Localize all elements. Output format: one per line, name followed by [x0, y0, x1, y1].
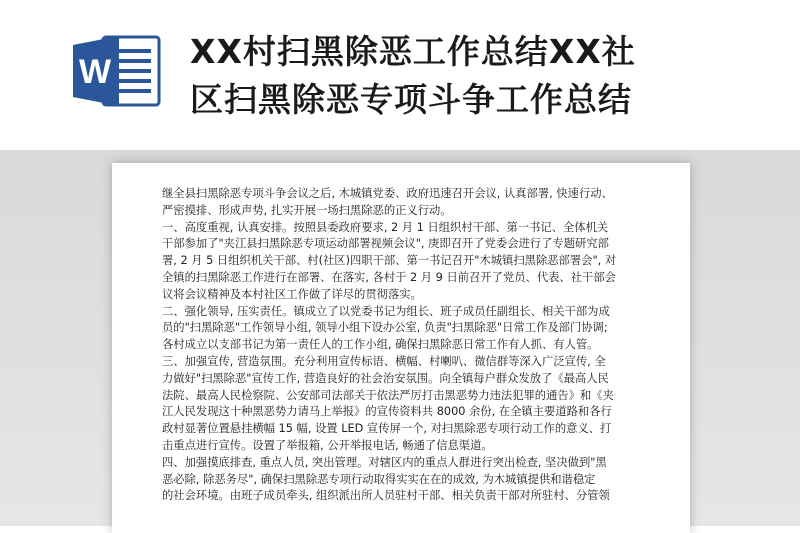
- text-line: 二、强化领导, 压实责任。镇成立了以党委书记为组长、班子成员任副组长、相关干部为成: [162, 304, 610, 318]
- page-title: [190, 28, 790, 124]
- text-line: 继全县扫黑除恶专项斗争会议之后, 木城镇党委、政府迅速召开会议, 认真部署, 快速行动、: [162, 187, 613, 200]
- text-line: 干部参加了"夹江县扫黑除恶专项运动部署视频会议", 庚即召开了党委会进行了专题研究部: [162, 237, 609, 251]
- title-line: XX村扫黑除恶工作总结XX社: [190, 32, 636, 71]
- text-line: 一、高度重视, 认真安排。按照县委政府要求, 2 月 1 日组织村干部、第一书记、全体机关: [162, 220, 609, 234]
- text-line: 法院、最高人民检察院、公安部司法部关于依法严厉打击黑恶势力违法犯罪的通告》和《夹: [162, 388, 614, 402]
- text-line: 严密摸排、形成声势, 扎实开展一场扫黑除恶的正义行动。: [162, 203, 452, 217]
- text-line: 江人民发现这十种黑恶势力请马上举报》的宣传资料共 8000 余份, 在全镇主要道路和各行: [162, 405, 612, 419]
- text-line: 全镇的扫黑除恶工作进行在部署、在落实, 各村于 2 月 9 日前召开了党员、代表、社干部会: [162, 270, 616, 284]
- text-line: 议将会议精神及本村社区工作做了详尽的贯彻落实。: [162, 287, 422, 301]
- text-line: 恶必除, 除恶务尽", 确保扫黑除恶专项行动取得实实在在的成效, 为木城镇提供和谐稳定: [162, 472, 596, 486]
- text-line: 各村成立以支部书记为第一责任人的工作小组, 确保扫黑除恶日常工作有人抓、有人管。: [162, 338, 599, 352]
- text-line: 的社会环境。由班子成员牵头, 组织派出所人员驻村干部、相关负责干部对所驻村、分管领: [162, 489, 610, 503]
- text-line: 三、加强宣传, 营造氛围。充分利用宣传标语、横幅、村喇叭、微信群等深入广泛宣传, 全: [162, 354, 606, 368]
- text-line: 四、加强摸底排查, 重点人员, 突出管理。对辖区内的重点人群进行突出检查, 坚决做到"黑: [162, 455, 607, 469]
- text-line: 署, 2 月 5 日组织机关干部、村(社区)四职干部、第一书记召开"木城镇扫黑除恶部署会", 对: [162, 254, 617, 268]
- document-page: [112, 163, 690, 533]
- title-line: 区扫黑除恶专项斗争工作总结: [190, 80, 632, 119]
- text-line: 击重点进行宣传。设置了举报箱, 公开举报电话, 畅通了信息渠道。: [162, 438, 493, 452]
- text-line: 政村显著位置悬挂横幅 15 幅, 设置 LED 宣传屏一个, 对扫黑除恶专项行动工作的意义、打: [162, 422, 612, 436]
- word-icon-letter: W: [78, 53, 112, 91]
- text-line: 力做好"扫黑除恶"宣传工作, 营造良好的社会治安氛围。向全镇每户群众发放了《最高人民: [162, 371, 609, 385]
- document-body: [162, 186, 652, 505]
- word-document-icon: [73, 33, 163, 109]
- header: [0, 0, 800, 150]
- text-line: 员的"扫黑除恶"工作领导小组, 领导小组下设办公室, 负责"扫黑除恶"日常工作及部门协调;: [162, 321, 608, 335]
